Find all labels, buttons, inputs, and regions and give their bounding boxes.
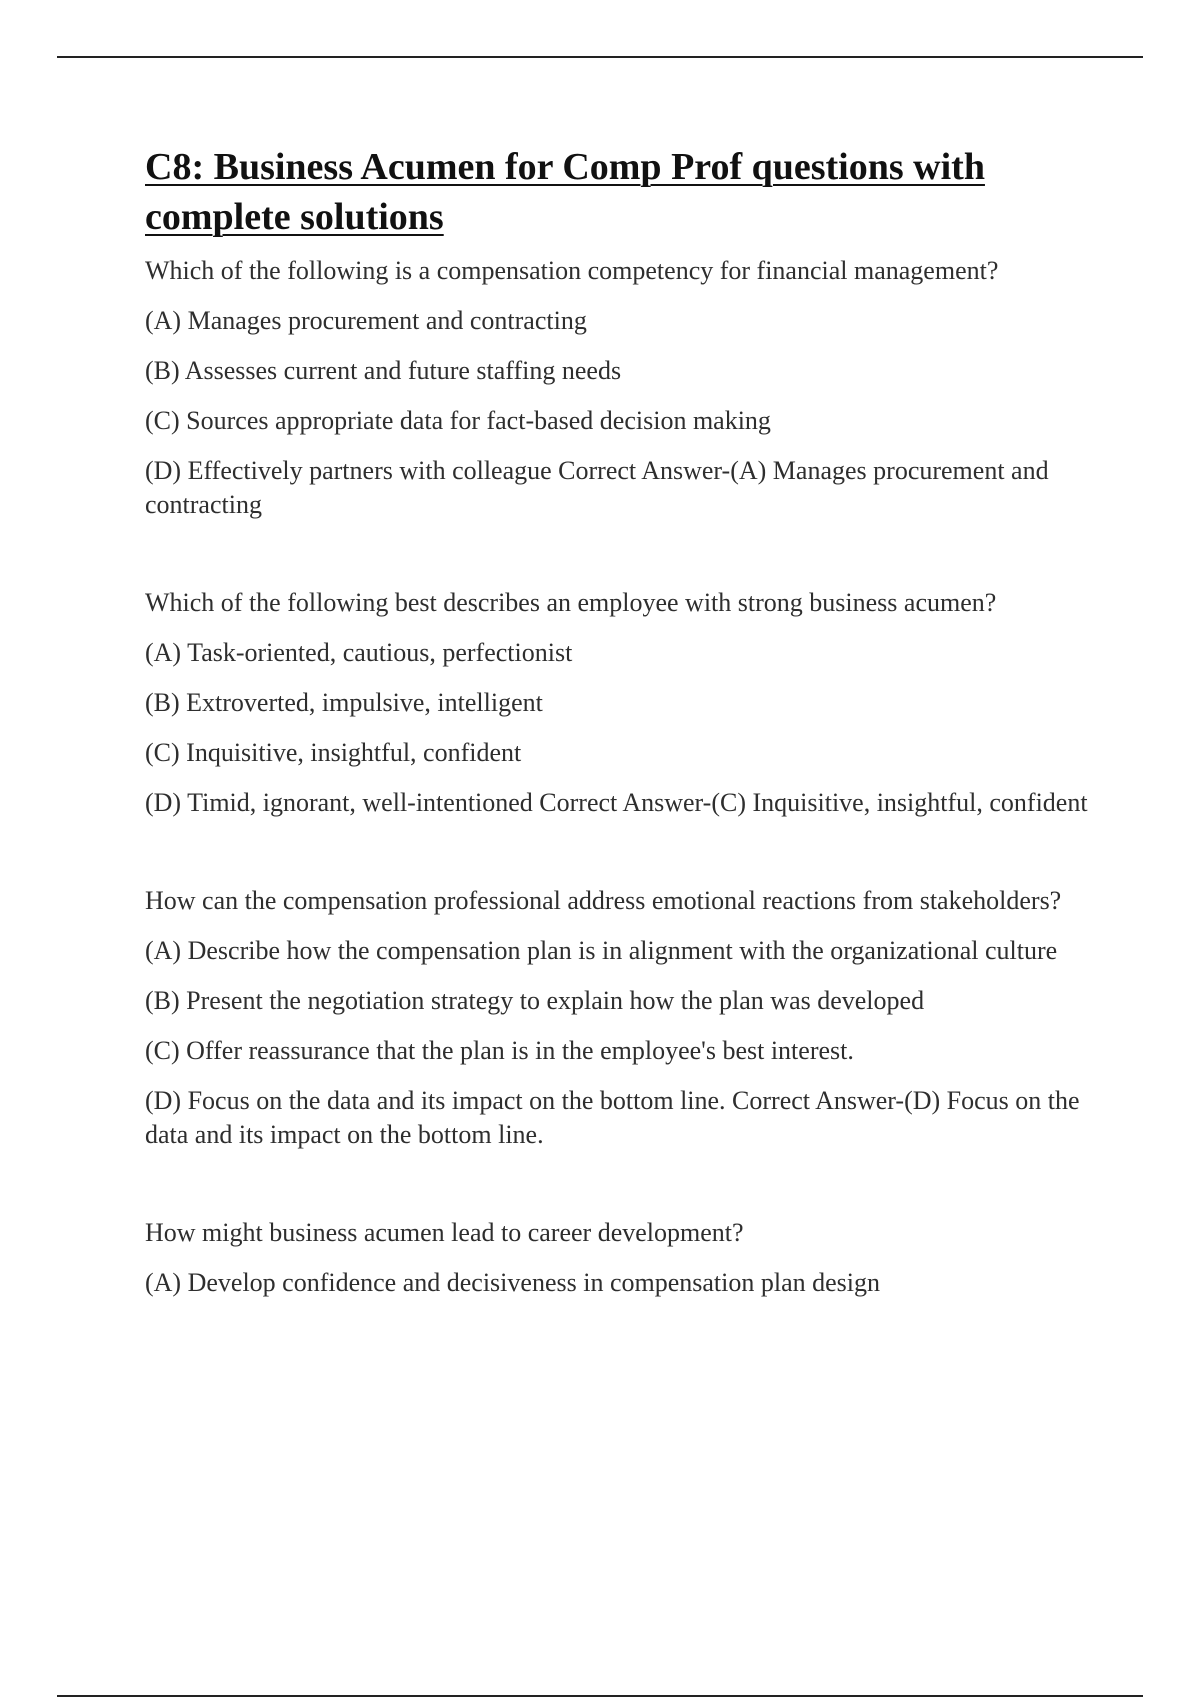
option-d-with-answer: (D) Timid, ignorant, well-intentioned Correct Answer-(C) Inquisitive, insightful, confident bbox=[145, 788, 1088, 817]
question-text: Which of the following is a compensation competency for financial management? bbox=[145, 256, 999, 285]
option-b: (B) Present the negotiation strategy to explain how the plan was developed bbox=[145, 986, 925, 1015]
question-text: How can the compensation professional address emotional reactions from stakeholders? bbox=[145, 886, 1062, 915]
question-text: Which of the following best describes an employee with strong business acumen? bbox=[145, 588, 997, 617]
option-a: (A) Describe how the compensation plan is in alignment with the organizational culture bbox=[145, 936, 1058, 965]
header-rule bbox=[57, 56, 1143, 58]
question-block-3 bbox=[145, 884, 1095, 1152]
option-d-with-answer: (D) Focus on the data and its impact on the bottom line. Correct Answer-(D) Focus on the data and its impact on the bottom line. bbox=[145, 1086, 1080, 1149]
option-a: (A) Manages procurement and contracting bbox=[145, 306, 587, 335]
option-a: (A) Task-oriented, cautious, perfectionist bbox=[145, 638, 573, 667]
option-c: (C) Inquisitive, insightful, confident bbox=[145, 738, 522, 767]
question-block-4 bbox=[145, 1216, 1095, 1300]
option-c: (C) Offer reassurance that the plan is in the employee's best interest. bbox=[145, 1036, 854, 1065]
option-b: (B) Extroverted, impulsive, intelligent bbox=[145, 688, 543, 717]
document-body bbox=[145, 142, 1095, 1300]
question-block-2 bbox=[145, 586, 1095, 820]
option-a: (A) Develop confidence and decisiveness in compensation plan design bbox=[145, 1268, 880, 1297]
option-d-with-answer: (D) Effectively partners with colleague Correct Answer-(A) Manages procurement and contracting bbox=[145, 456, 1049, 519]
footer-rule bbox=[57, 1695, 1143, 1697]
document-title: C8: Business Acumen for Comp Prof questions with complete solutions bbox=[145, 146, 985, 238]
question-block-1 bbox=[145, 254, 1095, 522]
option-c: (C) Sources appropriate data for fact-based decision making bbox=[145, 406, 771, 435]
option-b: (B) Assesses current and future staffing needs bbox=[145, 356, 622, 385]
question-text: How might business acumen lead to career development? bbox=[145, 1218, 744, 1247]
